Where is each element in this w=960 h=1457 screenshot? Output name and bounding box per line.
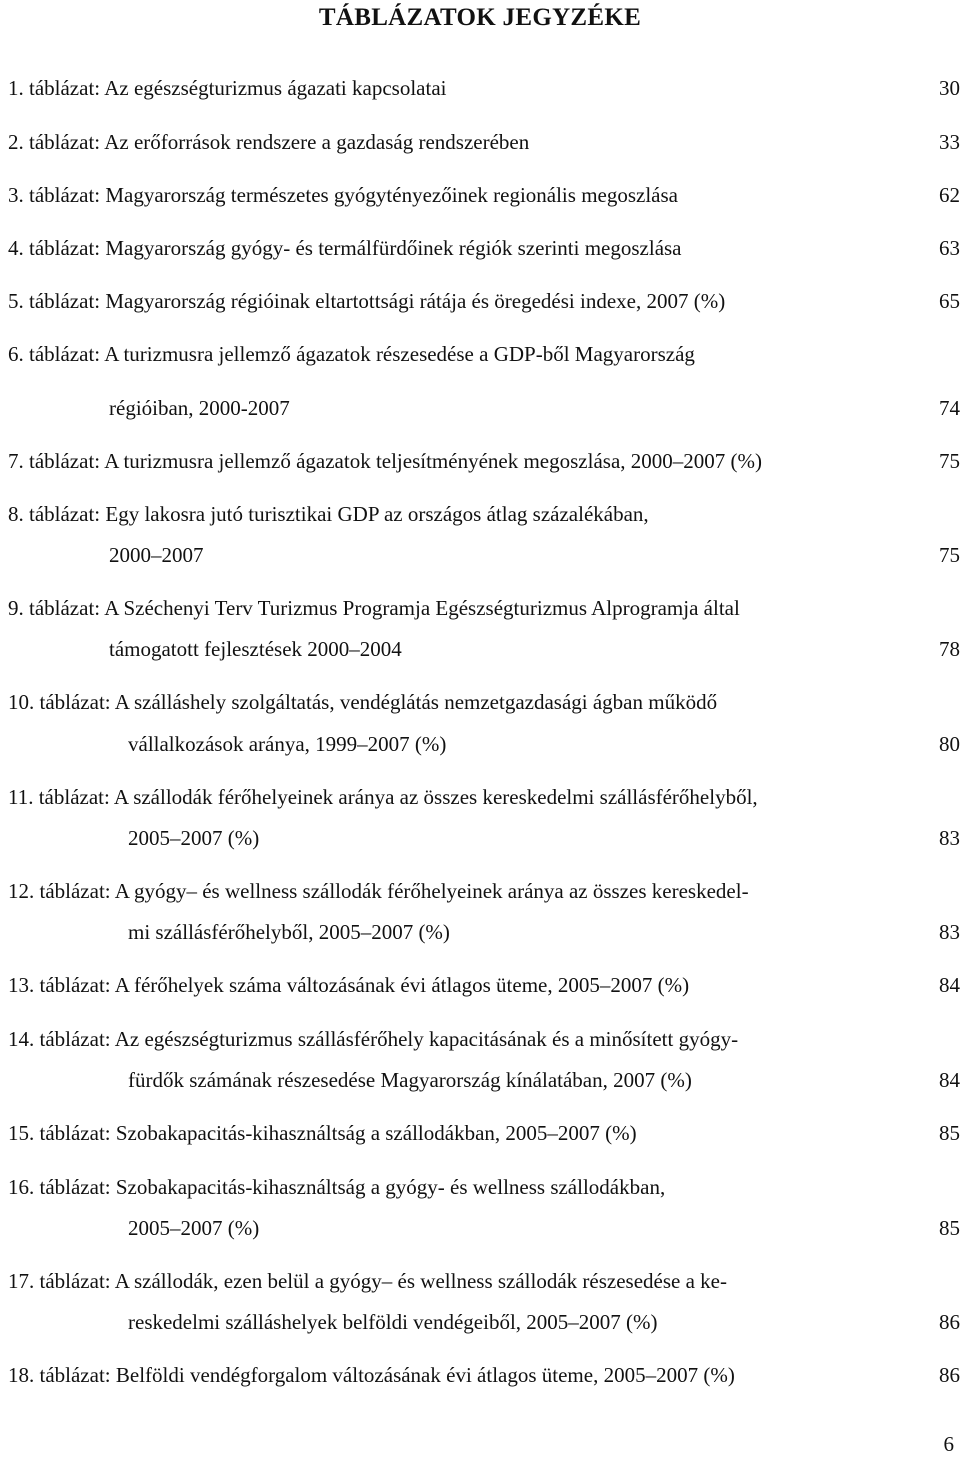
entry-page-number: 83 <box>939 920 960 944</box>
entry-text: vállalkozások aránya, 1999–2007 (%) <box>128 732 447 756</box>
entry-text: 17. táblázat: A szállodák, ezen belül a gyógy– és wellness szállodák részesedése a ke- <box>8 1269 727 1293</box>
list-item <box>0 339 960 369</box>
entry-text: 9. táblázat: A Széchenyi Terv Turizmus Programja Egészségturizmus Alprogramja által <box>8 596 740 620</box>
list-item <box>0 286 960 316</box>
entry-page-number: 83 <box>939 826 960 850</box>
entry-page-number: 30 <box>939 76 960 100</box>
list-item <box>0 73 960 103</box>
entry-text: mi szállásférőhelyből, 2005–2007 (%) <box>128 920 450 944</box>
entry-text: 14. táblázat: Az egészségturizmus szállásférőhely kapacitásának és a minősített gyógy- <box>8 1027 739 1051</box>
entry-page-number: 75 <box>939 449 960 473</box>
entry-page-number: 84 <box>939 973 960 997</box>
entry-page-number: 86 <box>939 1310 960 1334</box>
entry-page-number: 74 <box>939 396 960 420</box>
list-item-continuation <box>0 1065 960 1095</box>
list-item <box>0 446 960 476</box>
list-item-continuation <box>0 823 960 853</box>
list-item-continuation <box>0 917 960 947</box>
entry-page-number: 63 <box>939 236 960 260</box>
entry-text: 11. táblázat: A szállodák férőhelyeinek aránya az összes kereskedelmi szállásférőhelyből, <box>8 785 758 809</box>
entry-page-number: 78 <box>939 637 960 661</box>
entry-text: 3. táblázat: Magyarország természetes gyógytényezőinek regionális megoszlása <box>8 183 678 207</box>
entry-text: fürdők számának részesedése Magyarország kínálatában, 2007 (%) <box>128 1068 692 1092</box>
entry-page-number: 62 <box>939 183 960 207</box>
list-item <box>0 180 960 210</box>
list-item-continuation <box>0 729 960 759</box>
entry-page-number: 75 <box>939 543 960 567</box>
list-item <box>0 1266 960 1296</box>
entry-page-number: 85 <box>939 1216 960 1240</box>
entry-text: 2005–2007 (%) <box>128 1216 260 1240</box>
list-item <box>0 127 960 157</box>
list-item <box>0 687 960 717</box>
entry-text: 2. táblázat: Az erőforrások rendszere a gazdaság rendszerében <box>8 130 530 154</box>
entry-text: 5. táblázat: Magyarország régióinak eltartottsági rátája és öregedési indexe, 2007 (%) <box>8 289 726 313</box>
list-item <box>0 970 960 1000</box>
entry-page-number: 33 <box>939 130 960 154</box>
list-item <box>0 1024 960 1054</box>
list-item <box>0 1172 960 1202</box>
entry-page-number: 85 <box>939 1121 960 1145</box>
list-item <box>0 499 960 529</box>
entry-page-number: 84 <box>939 1068 960 1092</box>
entry-text: 4. táblázat: Magyarország gyógy- és termálfürdőinek régiók szerinti megoszlása <box>8 236 682 260</box>
list-item-continuation <box>0 540 960 570</box>
footer-page-number: 6 <box>943 1432 954 1456</box>
list-item <box>0 876 960 906</box>
entry-text: 12. táblázat: A gyógy– és wellness szállodák férőhelyeinek aránya az összes kereskedel- <box>8 879 749 903</box>
entry-text: 2005–2007 (%) <box>128 826 260 850</box>
list-item-continuation <box>0 393 960 423</box>
list-item <box>0 1118 960 1148</box>
page-title: TÁBLÁZATOK JEGYZÉKE <box>318 4 642 31</box>
entry-text: 16. táblázat: Szobakapacitás-kihasználtság a gyógy- és wellness szállodákban, <box>8 1175 666 1199</box>
entry-text: reskedelmi szálláshelyek belföldi vendégeiből, 2005–2007 (%) <box>128 1310 658 1334</box>
entry-text: 2000–2007 <box>109 543 204 567</box>
list-item <box>0 593 960 623</box>
entry-text: 6. táblázat: A turizmusra jellemző ágazatok részesedése a GDP-ből Magyarország <box>8 342 695 366</box>
entry-text: 1. táblázat: Az egészségturizmus ágazati kapcsolatai <box>8 76 447 100</box>
entry-text: 15. táblázat: Szobakapacitás-kihasználtság a szállodákban, 2005–2007 (%) <box>8 1121 637 1145</box>
list-item-continuation <box>0 1213 960 1243</box>
list-item-continuation <box>0 634 960 664</box>
entry-text: 8. táblázat: Egy lakosra jutó turisztikai GDP az országos átlag százalékában, <box>8 502 649 526</box>
list-item-continuation <box>0 1307 960 1337</box>
entry-text: 10. táblázat: A szálláshely szolgáltatás, vendéglátás nemzetgazdasági ágban működő <box>8 690 718 714</box>
entry-text: 13. táblázat: A férőhelyek száma változásának évi átlagos üteme, 2005–2007 (%) <box>8 973 690 997</box>
entry-text: régióiban, 2000-2007 <box>109 396 290 420</box>
list-item <box>0 233 960 263</box>
entry-text: 7. táblázat: A turizmusra jellemző ágazatok teljesítményének megoszlása, 2000–2007 (%) <box>8 449 763 473</box>
entry-text: támogatott fejlesztések 2000–2004 <box>109 637 402 661</box>
entry-text: 18. táblázat: Belföldi vendégforgalom változásának évi átlagos üteme, 2005–2007 (%) <box>8 1363 735 1387</box>
entry-page-number: 80 <box>939 732 960 756</box>
entry-page-number: 86 <box>939 1363 960 1387</box>
list-item <box>0 1360 960 1390</box>
entry-page-number: 65 <box>939 289 960 313</box>
list-item <box>0 782 960 812</box>
